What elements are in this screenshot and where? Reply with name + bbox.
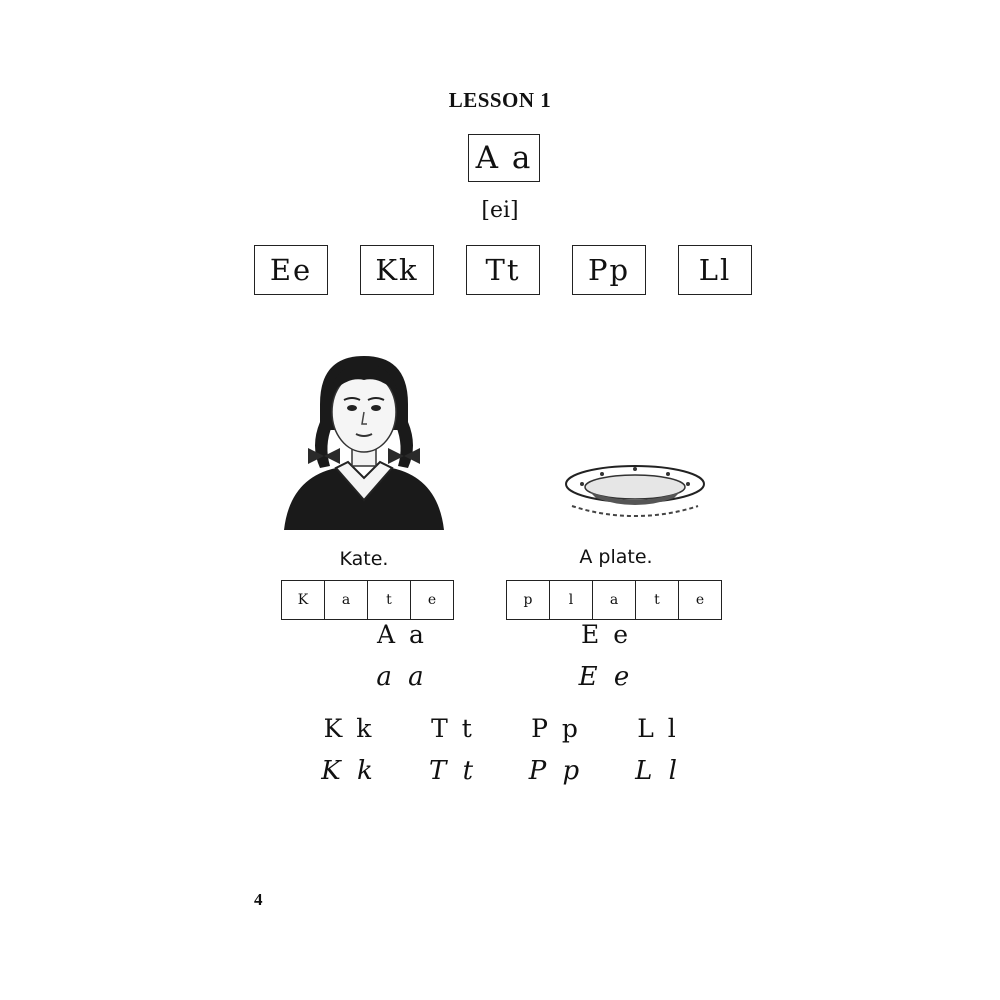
girl-illustration <box>280 350 448 538</box>
letter-box-t: Tt <box>466 245 540 295</box>
plate-word-tiles <box>506 580 722 620</box>
main-letter-box: A a <box>468 134 540 182</box>
letter-box-k: Kk <box>360 245 434 295</box>
cursive-letter-a: a a <box>376 662 428 692</box>
lesson-title: LESSON 1 <box>448 88 552 112</box>
plate-illustration <box>562 460 708 524</box>
cursive-letter-l: L l <box>635 756 681 786</box>
phonetic-transcription: [ei] <box>481 198 519 223</box>
letter-tile: t <box>367 580 411 620</box>
cursive-letter-k: K k <box>321 756 377 786</box>
printed-letter-a: A a <box>377 620 427 649</box>
cursive-letter-p: P p <box>528 756 584 786</box>
girl-word-tiles <box>281 580 454 620</box>
printed-letter-t: T t <box>431 714 475 743</box>
page-number: 4 <box>254 890 263 909</box>
printed-letter-e: E e <box>581 620 631 649</box>
letter-tile: K <box>281 580 325 620</box>
letter-box-l: Ll <box>678 245 752 295</box>
letter-tile: a <box>324 580 368 620</box>
letter-tile: p <box>506 580 550 620</box>
letter-box-e: Ee <box>254 245 328 295</box>
letter-tile: a <box>592 580 636 620</box>
letter-tile: l <box>549 580 593 620</box>
plate-caption: A plate. <box>579 546 653 568</box>
printed-letter-p: P p <box>531 714 581 743</box>
cursive-letter-e: E e <box>578 662 634 692</box>
letter-tile: e <box>410 580 454 620</box>
cursive-letter-t: T t <box>428 756 478 786</box>
letter-box-p: Pp <box>572 245 646 295</box>
letter-tile: t <box>635 580 679 620</box>
girl-caption: Kate. <box>339 548 389 570</box>
printed-letter-l: L l <box>637 714 679 743</box>
letter-tile: e <box>678 580 722 620</box>
printed-letter-k: K k <box>323 714 375 743</box>
